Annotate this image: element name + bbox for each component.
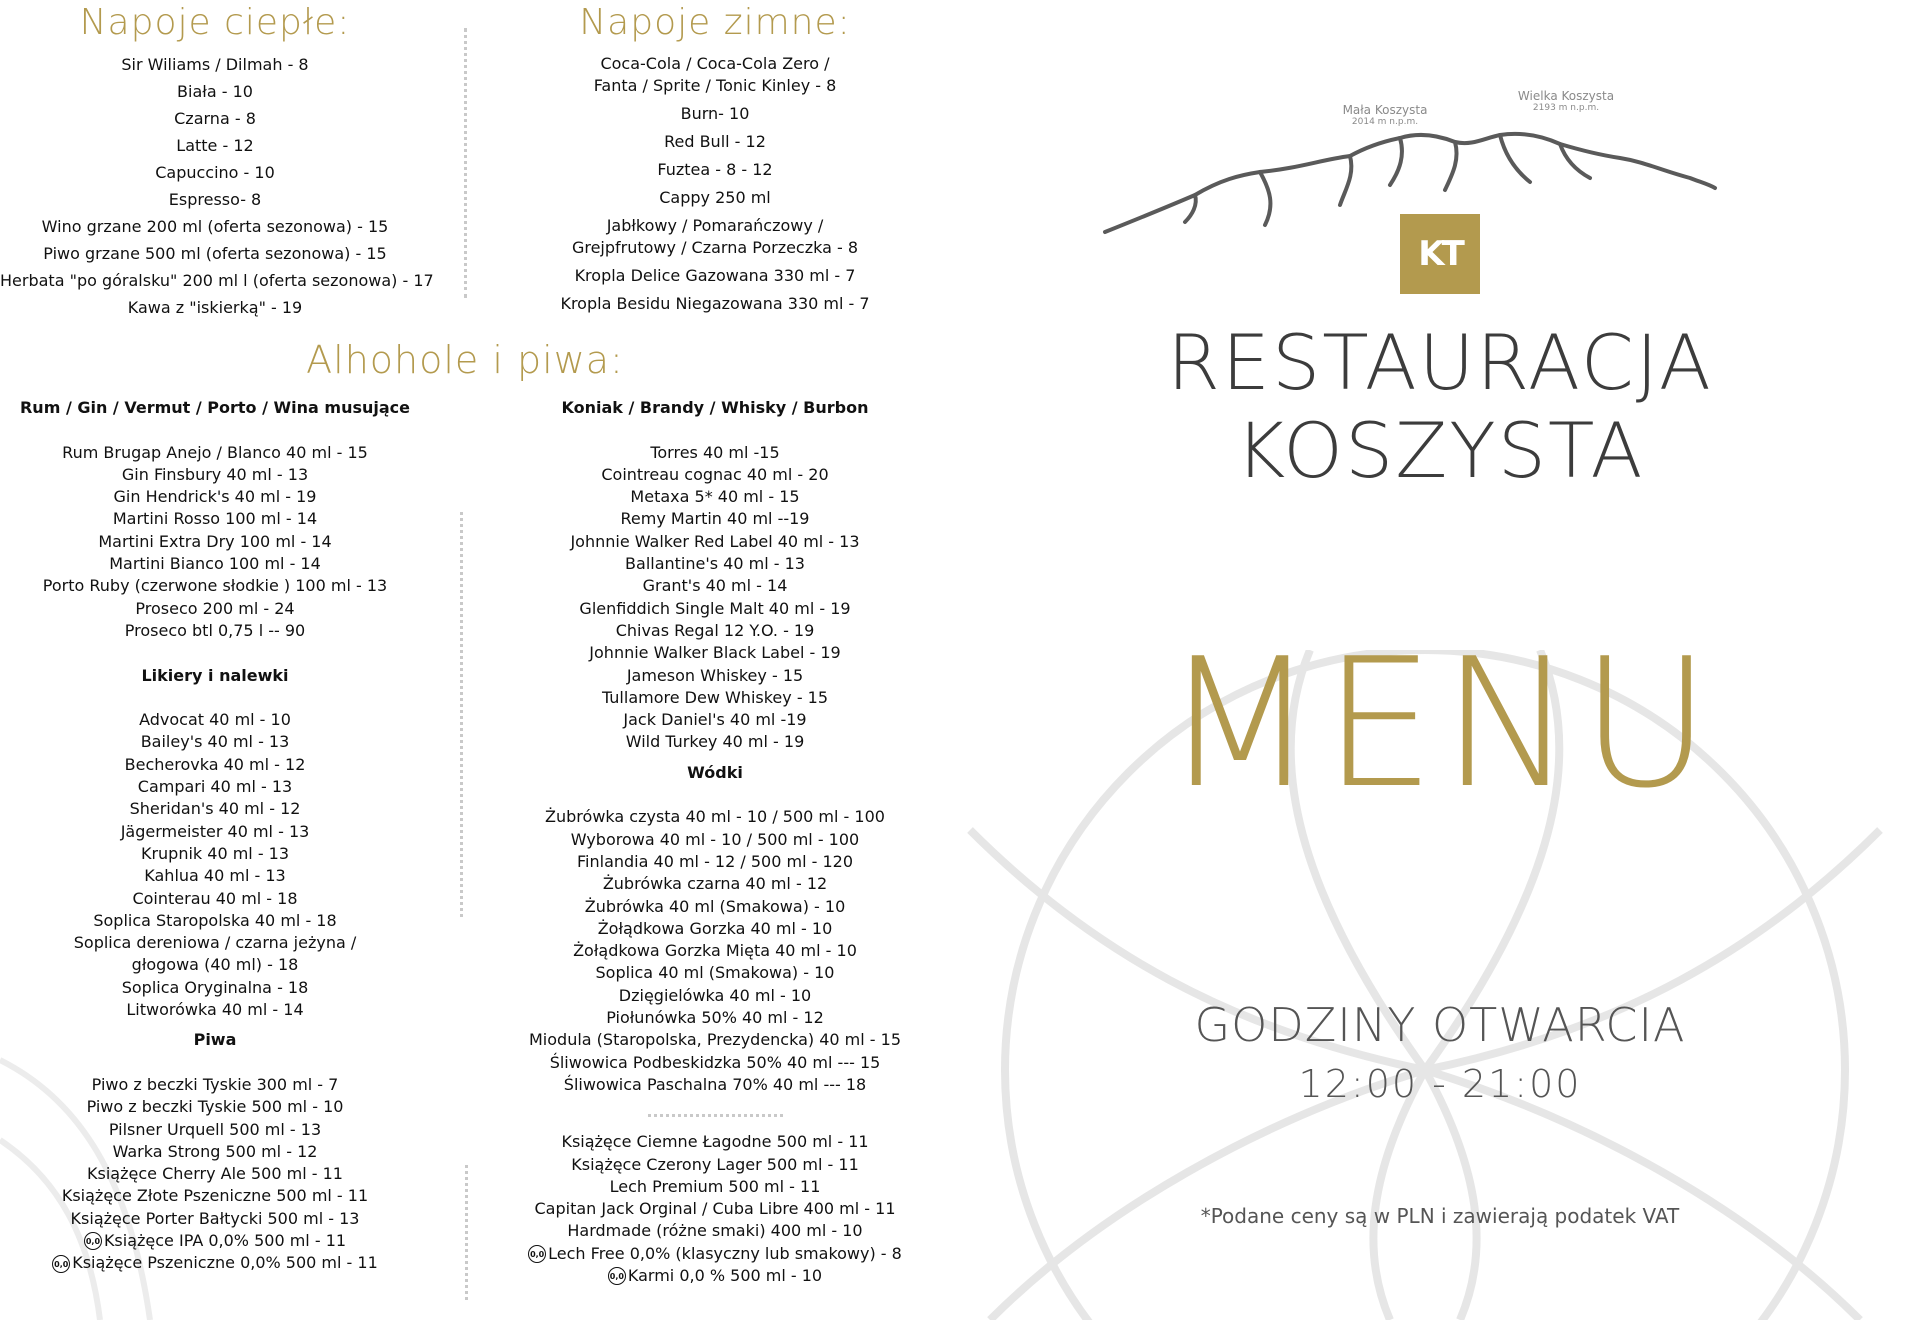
cognac-item: Jack Daniel's 40 ml -19 xyxy=(623,710,807,730)
cognac-item: Glenfiddich Single Malt 40 ml - 19 xyxy=(579,598,851,618)
liqueur-item: Sheridan's 40 ml - 12 xyxy=(129,799,301,819)
rum-item: Martini Rosso 100 ml - 14 xyxy=(112,509,318,529)
liqueur-item: Becherovka 40 ml - 12 xyxy=(124,754,306,774)
hot-drinks-list xyxy=(0,51,434,321)
cold-drink-item: Fuztea - 8 - 12 xyxy=(657,160,773,179)
mountain-big-name: Wielka Koszysta xyxy=(1517,89,1615,103)
section-header-cognac: Koniak / Brandy / Whisky / Burbon xyxy=(561,398,869,417)
divider-dots xyxy=(465,1165,468,1300)
restaurant-name-line1: RESTAURACJA xyxy=(1167,318,1713,407)
opening-hours-title: GODZINY OTWARCIA xyxy=(1194,998,1686,1052)
liqueur-item: Cointerau 40 ml - 18 xyxy=(132,888,298,908)
liqueur-item: Krupnik 40 ml - 13 xyxy=(140,843,290,863)
hot-drink-item: Espresso- 8 xyxy=(168,190,262,209)
section-header-rum: Rum / Gin / Vermut / Porto / Wina musujące xyxy=(19,398,411,417)
hot-drink-item: Capuccino - 10 xyxy=(155,163,275,182)
vodka-item: Żubrówka 40 ml (Smakowa) - 10 xyxy=(584,896,846,916)
rum-item: Martini Bianco 100 ml - 14 xyxy=(109,554,321,574)
logo-letters: KT xyxy=(1418,234,1462,274)
mountain-small-altitude: 2014 m n.p.m. xyxy=(1351,117,1419,127)
vat-note: *Podane ceny są w PLN i zawierają podatek VAT xyxy=(1200,1204,1680,1228)
vodka-item: Żołądkowa Gorzka Mięta 40 ml - 10 xyxy=(573,941,857,961)
vodka-item: Żubrówka czarna 40 ml - 12 xyxy=(602,874,828,894)
beer-item-alcohol-free xyxy=(0,1230,430,1252)
hot-drink-item: Kawa z "iskierką" - 19 xyxy=(127,298,303,317)
liqueur-item: Soplica Staropolska 40 ml - 18 xyxy=(93,910,337,930)
cold-drink-item: Burn- 10 xyxy=(680,104,750,123)
beer-item: Capitan Jack Orginal / Cuba Libre 400 ml - 11 xyxy=(534,1199,896,1219)
alcohol-free-badge-icon: 0,0 xyxy=(84,1232,102,1250)
beer-item: Warka Strong 500 ml - 12 xyxy=(112,1141,318,1161)
beer-item: Książęce Złote Pszeniczne 500 ml - 11 xyxy=(61,1186,369,1206)
spacer xyxy=(520,419,910,441)
restaurant-name-line2: KOSZYSTA xyxy=(1235,406,1645,495)
vodka-item: Wyborowa 40 ml - 10 / 500 ml - 100 xyxy=(570,829,860,849)
beer-item-alcohol-free xyxy=(0,1252,430,1274)
section-header-beer: Piwa xyxy=(193,1030,237,1050)
hot-drink-item: Latte - 12 xyxy=(176,136,254,155)
liqueur-item: Jägermeister 40 ml - 13 xyxy=(120,821,310,841)
liqueur-item: głogowa (40 ml) - 18 xyxy=(131,955,299,975)
beer-item-alcohol-free xyxy=(520,1265,910,1287)
cognac-item: Remy Martin 40 ml --19 xyxy=(620,509,810,529)
vodka-item: Soplica 40 ml (Smakowa) - 10 xyxy=(595,963,835,983)
liqueur-item: Campari 40 ml - 13 xyxy=(137,777,293,797)
cognac-item: Johnnie Walker Black Label - 19 xyxy=(589,643,841,663)
cold-drink-item: Cappy 250 ml xyxy=(659,188,771,207)
vodka-item: Finlandia 40 ml - 12 / 500 ml - 120 xyxy=(577,851,853,871)
mountain-small-name: Mała Koszysta xyxy=(1342,103,1428,117)
vodka-item: Miodula (Staropolska, Prezydencka) 40 ml - 15 xyxy=(529,1030,901,1050)
hot-drink-item: Sir Wiliams / Dilmah - 8 xyxy=(121,55,309,74)
mountain-small-label xyxy=(1330,103,1440,127)
rum-item: Gin Hendrick's 40 ml - 19 xyxy=(113,487,317,507)
beer-item: Pilsner Urquell 500 ml - 13 xyxy=(108,1119,322,1139)
cold-drink-item: Red Bull - 12 xyxy=(664,132,766,151)
liqueur-item: Bailey's 40 ml - 13 xyxy=(140,732,290,752)
hot-drink-item: Czarna - 8 xyxy=(174,109,256,128)
spacer xyxy=(520,754,910,762)
beer-item: Książęce Cherry Ale 500 ml - 11 xyxy=(87,1164,343,1184)
hot-drink-item: Biała - 10 xyxy=(177,82,253,101)
alcohol-left-column xyxy=(0,397,430,1275)
hot-drink-item: Wino grzane 200 ml (oferta sezonowa) - 15 xyxy=(41,217,389,236)
cold-drink-item: Coca-Cola / Coca-Cola Zero / xyxy=(600,54,830,73)
vodka-item: Żołądkowa Gorzka 40 ml - 10 xyxy=(597,918,833,938)
hot-drink-item: Piwo grzane 500 ml (oferta sezonowa) - 15 xyxy=(43,244,387,263)
cold-drink-item: Kropla Delice Gazowana 330 ml - 7 xyxy=(574,266,856,285)
vodka-item: Śliwowica Paschalna 70% 40 ml --- 18 xyxy=(563,1074,867,1094)
cognac-item: Jameson Whiskey - 15 xyxy=(626,665,804,685)
spacer xyxy=(0,419,430,441)
divider-dots-horizontal xyxy=(648,1114,783,1117)
beer-item: Lech Premium 500 ml - 11 xyxy=(609,1176,821,1196)
menu-item-text: Książęce IPA 0,0% 500 ml - 11 xyxy=(103,1230,347,1250)
cognac-item: Metaxa 5* 40 ml - 15 xyxy=(630,487,800,507)
alcohol-right-column xyxy=(520,397,910,1287)
cognac-item: Grant's 40 ml - 14 xyxy=(642,576,788,596)
alcohol-free-badge-icon: 0,0 xyxy=(608,1267,626,1285)
rum-item: Martini Extra Dry 100 ml - 14 xyxy=(98,531,332,551)
spacer xyxy=(0,1021,430,1029)
mountain-big-label xyxy=(1506,89,1626,113)
cognac-item: Johnnie Walker Red Label 40 ml - 13 xyxy=(570,531,860,551)
spacer xyxy=(520,784,910,806)
cold-drink-item: Grejpfrutowy / Czarna Porzeczka - 8 xyxy=(571,238,859,257)
section-header-vodka: Wódki xyxy=(687,762,743,782)
vodka-item: Żubrówka czysta 40 ml - 10 / 500 ml - 100 xyxy=(545,807,885,827)
spacer xyxy=(0,642,430,664)
cognac-item: Torres 40 ml -15 xyxy=(650,442,780,462)
vodka-item: Śliwowica Podbeskidzka 50% 40 ml --- 15 xyxy=(549,1052,881,1072)
divider-dots xyxy=(464,28,467,298)
spacer xyxy=(0,1052,430,1074)
cognac-item: Wild Turkey 40 ml - 19 xyxy=(625,732,805,752)
menu-item-text: Książęce Pszeniczne 0,0% 500 ml - 11 xyxy=(72,1253,378,1273)
rum-item: Proseco 200 ml - 24 xyxy=(135,598,295,618)
beer-item: Książęce Ciemne Łagodne 500 ml - 11 xyxy=(561,1132,869,1152)
cold-drink-item: Kropla Besidu Niegazowana 330 ml - 7 xyxy=(560,294,870,313)
liqueur-item: Kahlua 40 ml - 13 xyxy=(144,866,286,886)
rum-item: Gin Finsbury 40 ml - 13 xyxy=(121,464,309,484)
beer-item: Książęce Czerony Lager 500 ml - 11 xyxy=(571,1154,859,1174)
rum-item: Rum Brugap Anejo / Blanco 40 ml - 15 xyxy=(62,442,368,462)
cognac-item: Cointreau cognac 40 ml - 20 xyxy=(601,464,829,484)
restaurant-logo xyxy=(1400,214,1480,294)
liqueur-item: Soplica dereniowa / czarna jeżyna / xyxy=(73,933,357,953)
vodka-item: Piołunówka 50% 40 ml - 12 xyxy=(606,1008,824,1028)
beer-item-alcohol-free xyxy=(520,1243,910,1265)
beer-item: Piwo z beczki Tyskie 300 ml - 7 xyxy=(91,1074,339,1094)
rum-item: Proseco btl 0,75 l -- 90 xyxy=(124,620,306,640)
alcohol-free-badge-icon: 0,0 xyxy=(528,1245,546,1263)
beer-item: Książęce Porter Bałtycki 500 ml - 13 xyxy=(70,1208,360,1228)
spacer xyxy=(0,687,430,709)
opening-hours-time: 12:00 - 21:00 xyxy=(1298,1062,1582,1106)
liqueur-item: Advocat 40 ml - 10 xyxy=(139,710,291,730)
cold-drinks-title: Napoje zimne: xyxy=(579,2,851,43)
hot-drink-item: Herbata "po góralsku" 200 ml l (oferta sezonowa) - 17 xyxy=(0,271,434,290)
hot-drinks-title: Napoje ciepłe: xyxy=(79,2,351,43)
beer-item: Piwo z beczki Tyskie 500 ml - 10 xyxy=(86,1097,344,1117)
menu-item-text: Lech Free 0,0% (klasyczny lub smakowy) - 8 xyxy=(548,1243,902,1263)
cognac-item: Chivas Regal 12 Y.O. - 19 xyxy=(615,620,815,640)
alcohol-title: Alhohole i piwa: xyxy=(306,338,624,382)
cold-drinks-list xyxy=(540,53,890,315)
menu-title: MENU xyxy=(1163,620,1717,827)
vodka-item: Dzięgielówka 40 ml - 10 xyxy=(618,985,812,1005)
liqueur-item: Soplica Oryginalna - 18 xyxy=(121,977,309,997)
liqueur-item: Litworówka 40 ml - 14 xyxy=(126,1000,304,1020)
cold-drink-item: Jabłkowy / Pomarańczowy / xyxy=(606,216,824,235)
section-header-liqueurs: Likiery i nalewki xyxy=(141,665,289,685)
mountain-big-altitude: 2193 m n.p.m. xyxy=(1532,103,1600,113)
alcohol-free-badge-icon: 0,0 xyxy=(52,1255,70,1273)
rum-item: Porto Ruby (czerwone słodkie ) 100 ml - 13 xyxy=(42,576,388,596)
beer-item: Hardmade (różne smaki) 400 ml - 10 xyxy=(567,1221,863,1241)
cold-drink-item: Fanta / Sprite / Tonic Kinley - 8 xyxy=(593,76,837,95)
divider-dots xyxy=(460,512,463,917)
menu-item-text: Karmi 0,0 % 500 ml - 10 xyxy=(627,1265,823,1285)
cognac-item: Ballantine's 40 ml - 13 xyxy=(625,554,805,574)
cognac-item: Tullamore Dew Whiskey - 15 xyxy=(601,687,829,707)
